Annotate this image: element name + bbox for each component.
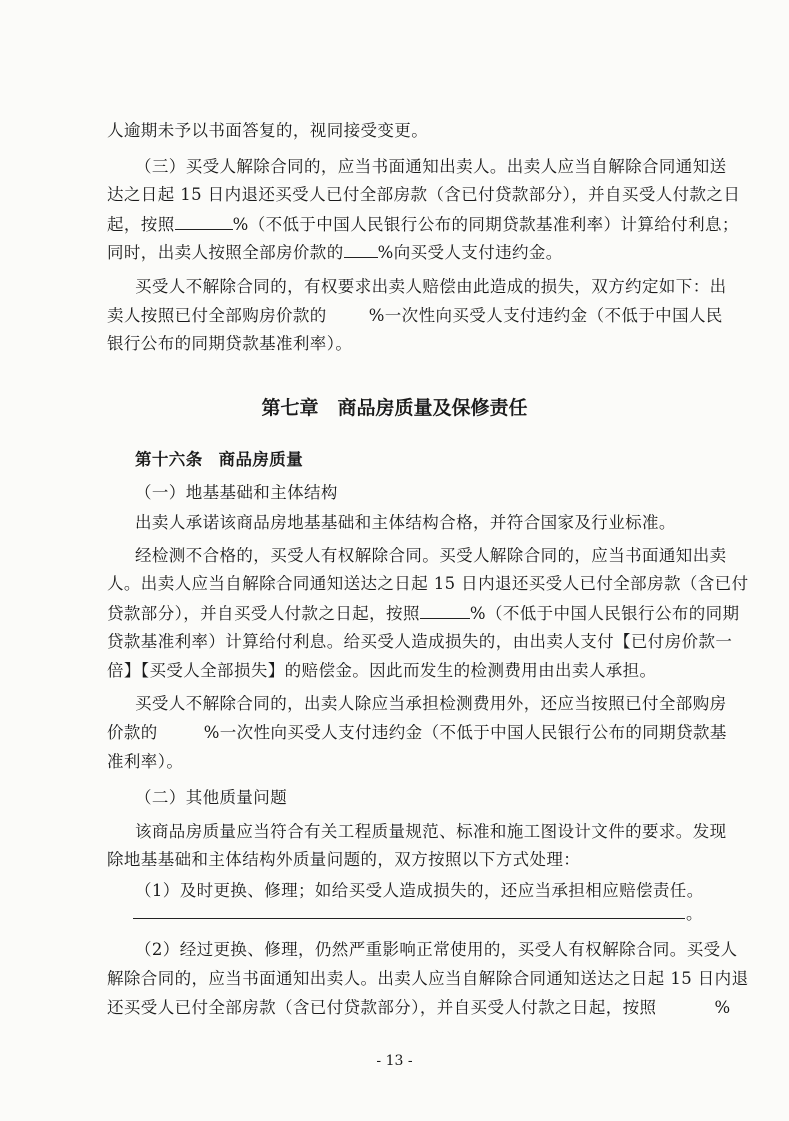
text-span: % — [714, 998, 731, 1017]
text-line: 人。出卖人应当自解除合同通知送达之日起 15 日内退还买受人已付全部房款（含已付 — [107, 574, 749, 593]
text-line — [107, 603, 739, 624]
fill-period: 。 — [686, 904, 703, 923]
section-heading: （二）其他质量问题 — [135, 788, 288, 807]
text-line: 经检测不合格的，买受人有权解除合同。买受人解除合同的，应当书面通知出卖 — [135, 546, 727, 565]
article-heading — [135, 450, 303, 470]
text-line: （2）经过更换、修理，仍然严重影响正常使用的，买受人有权解除合同。买受人 — [135, 940, 738, 959]
chapter-title: 第七章 商品房质量及保修责任 — [261, 397, 528, 419]
text-span: %（不低于中国人民银行公布的同期 — [469, 604, 740, 623]
blank-rate — [420, 603, 470, 619]
text-line: 贷款基准利率）计算给付利息。给买受人造成损失的，由出卖人支付【已付房价款一 — [107, 632, 733, 651]
blank-rate — [175, 214, 233, 230]
text-line: 除地基基础和主体结构外质量问题的，双方按照以下方式处理： — [107, 850, 581, 869]
text-span: 同时，出卖人按照全部房价款的 — [107, 243, 344, 262]
article-title: 商品房质量 — [218, 450, 304, 469]
text-line: 达之日起 15 日内退还买受人已付全部房款（含已付贷款部分），并自买受人付款之日 — [107, 185, 741, 204]
article-number: 第十六条 — [135, 450, 203, 469]
text-line: 银行公布的同期贷款基准利率）。 — [107, 334, 353, 353]
text-line: 该商品房质量应当符合有关工程质量规范、标准和施工图设计文件的要求。发现 — [135, 822, 727, 841]
text-line: 买受人不解除合同的，有权要求出卖人赔偿由此造成的损失，双方约定如下：出 — [135, 277, 727, 296]
text-line — [107, 306, 723, 326]
text-span: 价款的 — [107, 723, 158, 742]
text-line: 倍】【买受人全部损失】的赔偿金。因此而发生的检测费用由出卖人承担。 — [107, 661, 657, 680]
text-line — [107, 723, 727, 743]
text-span: %一次性向买受人支付违约金（不低于中国人民 — [368, 306, 723, 325]
text-span: 还买受人已付全部房款（含已付贷款部分），并自买受人付款之日起，按照 — [107, 998, 657, 1017]
text-line: 人逾期未予以书面答复的，视同接受变更。 — [107, 121, 429, 140]
text-line: 买受人不解除合同的，出卖人除应当承担检测费用外，还应当按照已付全部购房 — [135, 694, 727, 713]
text-line: 出卖人承诺该商品房地基基础和主体结构合格，并符合国家及行业标准。 — [135, 513, 676, 532]
blank-penalty — [344, 242, 378, 258]
fill-in-line — [133, 918, 685, 919]
text-line — [107, 242, 563, 263]
section-heading: （一）地基基础和主体结构 — [135, 483, 338, 502]
text-span: 起，按照 — [107, 215, 175, 234]
text-line: 准利率）。 — [107, 752, 184, 771]
text-line: （三）买受人解除合同的，应当书面通知出卖人。出卖人应当自解除合同通知送 — [135, 157, 727, 176]
text-span: 贷款部分），并自买受人付款之日起，按照 — [107, 604, 420, 623]
page-number: - 13 - — [376, 1053, 413, 1069]
text-line: （1）及时更换、修理；如给买受人造成损失的，还应当承担相应赔偿责任。 — [135, 881, 704, 900]
text-span: %（不低于中国人民银行公布的同期贷款基准利率）计算给付利息； — [232, 215, 739, 234]
text-span: 卖人按照已付全部购房价款的 — [107, 306, 327, 325]
text-line — [107, 214, 739, 235]
text-span: %一次性向买受人支付违约金（不低于中国人民银行公布的同期贷款基 — [203, 723, 727, 742]
text-line — [107, 998, 731, 1018]
text-line: 解除合同的，应当书面通知出卖人。出卖人应当自解除合同通知送达之日起 15 日内退 — [107, 969, 749, 988]
text-span: %向买受人支付违约金。 — [377, 243, 563, 262]
